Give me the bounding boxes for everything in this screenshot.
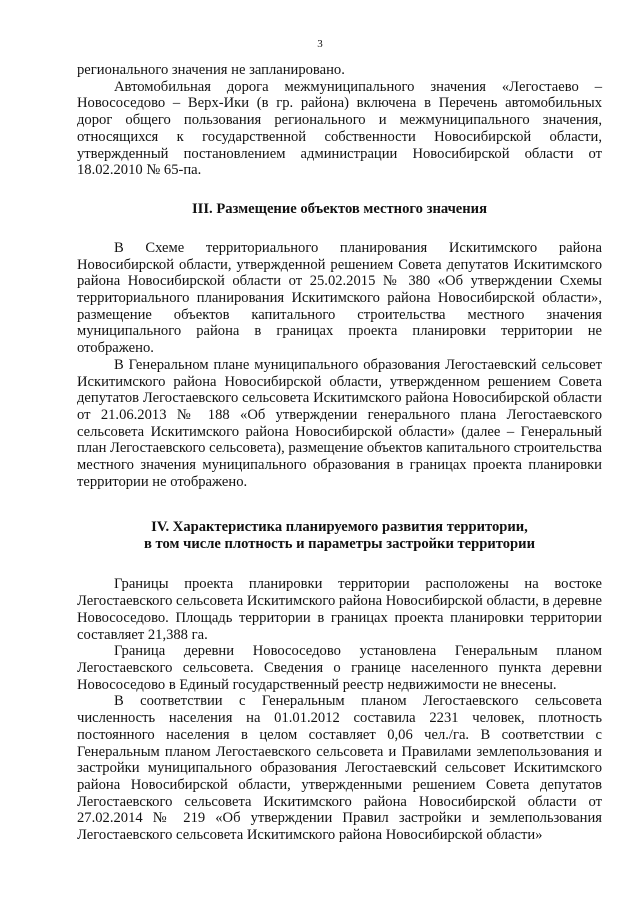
section-3-heading: III. Размещение объектов местного значения: [192, 200, 487, 217]
section-4-paragraph-2: Граница деревни Новососедово установлена Генеральным планом Легостаевского сельсовета. Сведения о границе населенного пункта деревни Новососедово в Единый государственный реестр недвижимости не внесены.: [77, 643, 602, 693]
section-4-heading-line-2: в том числе плотность и параметры застройки территории: [144, 536, 535, 553]
section-4-paragraph-1: Границы проекта планировки территории расположены на востоке Легостаевского сельсовета Искитимского района Новосибирской области, в деревне Новососедово. Площадь территории в границах проекта планировки территории составляет 21,388 га.: [77, 576, 602, 643]
section-4-paragraph-3: В соответствии с Генеральным планом Легостаевского сельсовета численность населения на 01.01.2012 составила 2231 человек, плотность постоянного населения в целом составляет 0,06 чел./га. В соответствии с Генеральным планом Легостаевского сельсовета и Правилами землепользования и застройки муниципального образования Легостаевский сельсовет Искитимского района Новосибирской области, утвержденными решением Совета депутатов Легостаевского сельсовета Искитимского района Новосибирской области от 27.02.2014 № 219 «Об утверждении Правил застройки и землепользования Легостаевского сельсовета Искитимского района Новосибирской области»: [77, 693, 602, 844]
paragraph-continuation: регионального значения не запланировано.: [77, 62, 345, 78]
document-body: [77, 62, 602, 844]
paragraph-road: Автомобильная дорога межмуниципального значения «Легостаево – Новососедово – Верх-Ики (в гр. района) включена в Перечень автомобильных дорог общего пользования регионального и межмуниципального значения, относящихся к государственной собственности Новосибирской области, утвержденный постановлением администрации Новосибирской области от 18.02.2010 № 65-па.: [77, 78, 602, 179]
section-3-paragraph-1: В Схеме территориального планирования Искитимского района Новосибирской области, утвержденной решением Совета депутатов Искитимского района Новосибирской области от 25.02.2015 № 380 «Об утверждении Схемы территориального планирования Искитимского района Новосибирской области», размещение объектов капитального строительства местного значения муниципального района в границах проекта планировки территории не отображено.: [77, 239, 602, 357]
page-number: 3: [317, 38, 323, 50]
section-4-heading-line-1: IV. Характеристика планируемого развития территории,: [151, 519, 528, 536]
section-3-paragraph-2: В Генеральном плане муниципального образования Легостаевский сельсовет Искитимского района Новосибирской области, утвержденном решением Совета депутатов Легостаевского сельсовета Искитимского района Новосибирской области от 21.06.2013 № 188 «Об утверждении генерального плана Легостаевского сельсовета Искитимского района Новосибирской области» (далее – Генеральный план Легостаевского сельсовета), размещение объектов капитального строительства местного значения муниципального образования в границах проекта планировки территории не отображено.: [77, 356, 603, 490]
